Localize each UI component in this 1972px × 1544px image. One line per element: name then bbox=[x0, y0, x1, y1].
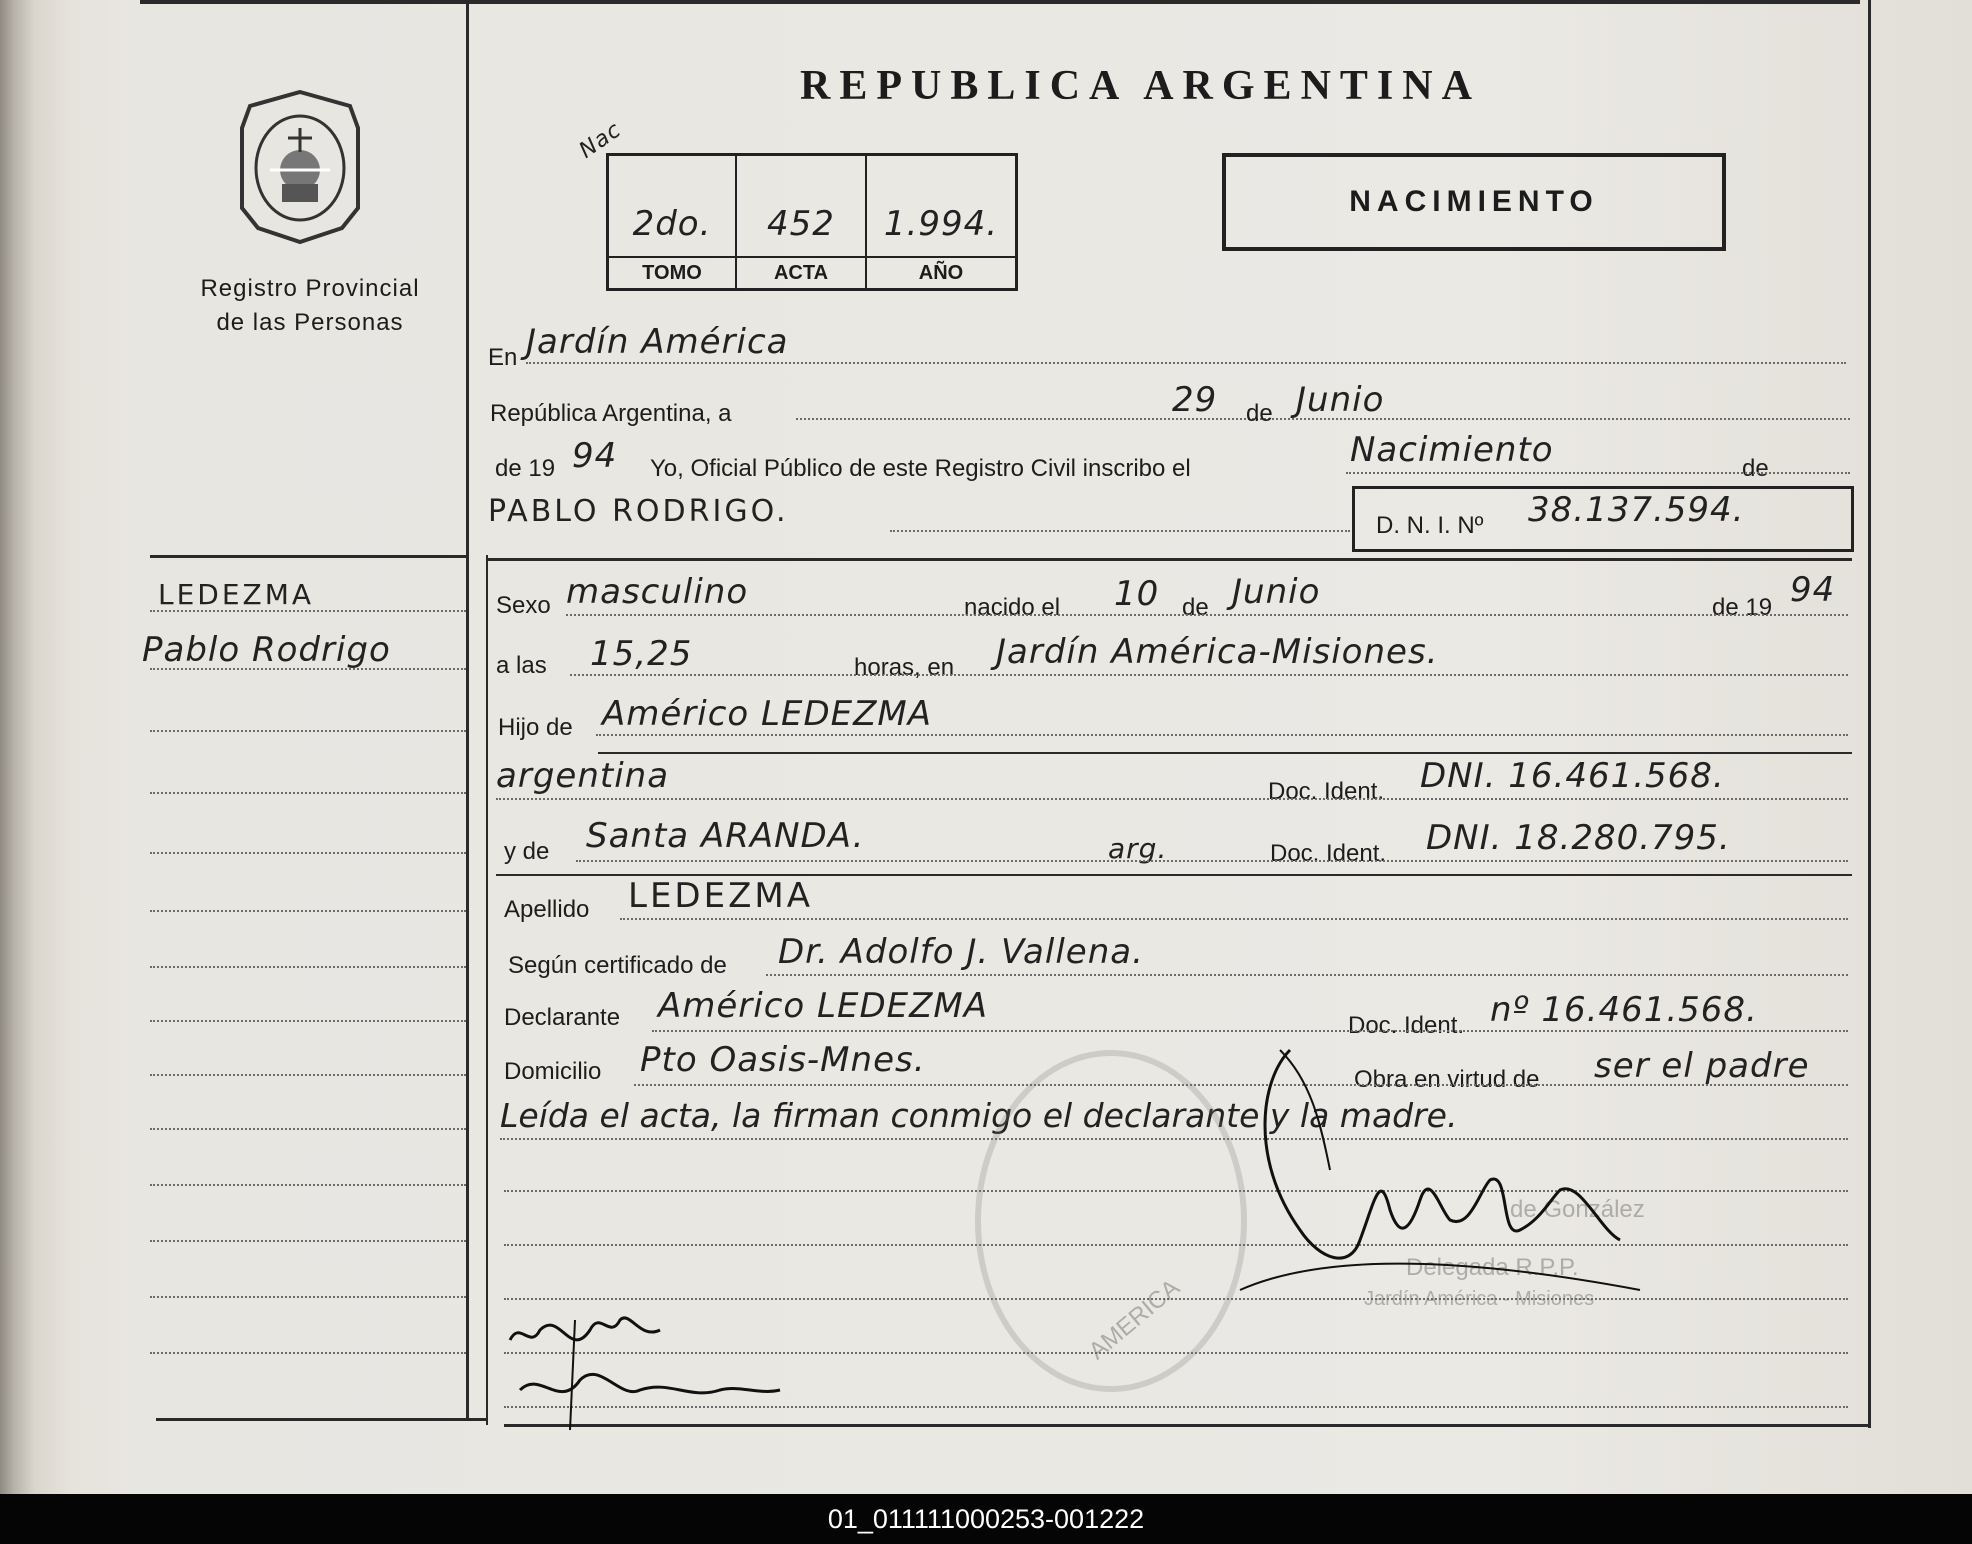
de-label-2: de bbox=[1742, 455, 1769, 482]
father-nationality: argentina bbox=[496, 756, 670, 796]
dni-label: D. N. I. Nº bbox=[1376, 512, 1484, 539]
page-title: REPUBLICA ARGENTINA bbox=[800, 63, 1481, 109]
y-de-line bbox=[576, 860, 1848, 862]
apellido-label: Apellido bbox=[504, 896, 590, 923]
domicilio-value: Pto Oasis-Mnes. bbox=[640, 1040, 926, 1080]
declarante-line bbox=[652, 1030, 1848, 1032]
stamp-place-line: Jardín América - Misiones bbox=[1364, 1288, 1595, 1310]
margin-line-3 bbox=[150, 730, 466, 732]
y-de-label: y de bbox=[504, 838, 550, 865]
birth-day: 10 bbox=[1114, 574, 1160, 614]
republica-label: República Argentina, a bbox=[490, 400, 732, 427]
sexo-line bbox=[566, 614, 1848, 616]
inscribo-value: Nacimiento bbox=[1350, 430, 1554, 470]
dni-value: 38.137.594. bbox=[1528, 490, 1745, 530]
right-border bbox=[1868, 0, 1871, 1428]
tomo-label: TOMO bbox=[609, 256, 735, 285]
section-rule-2 bbox=[488, 558, 1852, 561]
father-nat-line bbox=[496, 798, 1848, 800]
segun-line bbox=[766, 974, 1848, 976]
hora-value: 15,25 bbox=[590, 634, 693, 674]
registry-name bbox=[150, 272, 470, 340]
margin-note: Nac bbox=[574, 117, 627, 164]
acta-value: 452 bbox=[767, 204, 835, 244]
margin-line-6 bbox=[150, 910, 466, 912]
margin-line-14 bbox=[150, 1352, 466, 1354]
margin-line-1 bbox=[150, 610, 466, 612]
mother-doc-label: Doc. Ident. bbox=[1270, 840, 1387, 867]
hijo-line bbox=[596, 734, 1848, 736]
mother-doc-value: DNI. 18.280.795. bbox=[1426, 818, 1731, 858]
father-doc-value: DNI. 16.461.568. bbox=[1420, 756, 1725, 796]
registry-line-1: Registro Provincial bbox=[200, 275, 420, 302]
inner-divider bbox=[486, 555, 488, 1425]
en-label: En bbox=[488, 344, 518, 371]
birth-month: Junio bbox=[1232, 572, 1321, 612]
registrar-signature bbox=[1180, 1040, 1700, 1340]
registration-box bbox=[606, 153, 1018, 291]
obra-value: ser el padre bbox=[1594, 1046, 1810, 1086]
doc-type-box: NACIMIENTO bbox=[1222, 153, 1726, 251]
segun-value: Dr. Adolfo J. Vallena. bbox=[778, 932, 1144, 972]
margin-line-12 bbox=[150, 1240, 466, 1242]
en-line bbox=[526, 362, 1846, 364]
leida-value: Leída el acta, la firman conmigo el declarante y la madre. bbox=[500, 1096, 1458, 1135]
province-seal-icon bbox=[230, 88, 370, 246]
child-name-value: PABLO RODRIGO. bbox=[488, 494, 789, 529]
apellido-value: LEDEZMA bbox=[628, 876, 813, 916]
declarante-value: Américo LEDEZMA bbox=[658, 986, 988, 1026]
declarante-doc-value: nº 16.461.568. bbox=[1490, 990, 1758, 1030]
name-line bbox=[890, 530, 1350, 532]
anio-value: 1.994. bbox=[883, 204, 999, 244]
margin-line-5 bbox=[150, 852, 466, 854]
mother-nationality: arg. bbox=[1108, 832, 1168, 865]
margin-surname: LEDEZMA bbox=[158, 578, 315, 611]
file-id: 01_011111000253-001222 bbox=[827, 1503, 1145, 1534]
mother-value: Santa ARANDA. bbox=[586, 816, 865, 856]
sexo-value: masculino bbox=[566, 572, 749, 612]
en-value: Jardín América bbox=[526, 322, 789, 362]
margin-line-2 bbox=[150, 668, 466, 670]
hijo-label: Hijo de bbox=[498, 714, 573, 741]
left-column-divider bbox=[466, 0, 469, 1420]
margin-line-8 bbox=[150, 1020, 466, 1022]
birth-year: 94 bbox=[1790, 570, 1836, 610]
domicilio-label: Domicilio bbox=[504, 1058, 602, 1085]
nacido-label: nacido el bbox=[964, 594, 1061, 621]
oficial-text: Yo, Oficial Público de este Registro Civil inscribo el bbox=[650, 455, 1191, 482]
birth-year-prefix: de 19 bbox=[1712, 594, 1773, 621]
anio-cell bbox=[867, 156, 1015, 288]
hijo-rule bbox=[598, 752, 1852, 754]
a-las-label: a las bbox=[496, 652, 547, 679]
apellido-line bbox=[620, 918, 1848, 920]
margin-line-7 bbox=[150, 966, 466, 968]
de-label-1: de bbox=[1246, 400, 1273, 427]
stamp-ring-text: AMERICA bbox=[1083, 1274, 1185, 1366]
margin-line-13 bbox=[150, 1296, 466, 1298]
acta-label: ACTA bbox=[737, 256, 865, 285]
oficial-line bbox=[1346, 472, 1850, 474]
margin-line-4 bbox=[150, 792, 466, 794]
declarant-signature bbox=[500, 1300, 800, 1440]
margin-line-10 bbox=[150, 1128, 466, 1130]
registry-line-2: de las Personas bbox=[216, 309, 404, 336]
tomo-value: 2do. bbox=[632, 204, 712, 244]
acta-cell bbox=[737, 156, 867, 288]
margin-line-11 bbox=[150, 1184, 466, 1186]
father-value: Américo LEDEZMA bbox=[602, 694, 932, 734]
day-value: 29 bbox=[1172, 380, 1218, 420]
declarante-label: Declarante bbox=[504, 1004, 621, 1031]
section-rule-1 bbox=[150, 555, 466, 558]
year-value: 94 bbox=[572, 436, 618, 476]
anio-label: AÑO bbox=[867, 256, 1015, 285]
top-rule bbox=[140, 0, 1860, 4]
horas-en-label: horas, en bbox=[854, 654, 955, 681]
declarante-doc-label: Doc. Ident. bbox=[1348, 1012, 1465, 1039]
obra-label: Obra en virtud de bbox=[1354, 1066, 1540, 1093]
year-prefix: de 19 bbox=[495, 455, 556, 482]
sexo-label: Sexo bbox=[496, 592, 551, 619]
margin-given-names: Pablo Rodrigo bbox=[142, 630, 391, 670]
father-doc-label: Doc. Ident. bbox=[1268, 778, 1385, 805]
de-label-3: de bbox=[1182, 594, 1209, 621]
tomo-cell bbox=[609, 156, 737, 288]
alas-line bbox=[570, 674, 1848, 676]
month-value: Junio bbox=[1296, 380, 1385, 420]
margin-line-9 bbox=[150, 1074, 466, 1076]
file-id-bar bbox=[0, 1494, 1972, 1544]
segun-label: Según certificado de bbox=[508, 952, 727, 979]
stamp-title-line: Delegada R.P.P. bbox=[1406, 1254, 1579, 1281]
place-value: Jardín América-Misiones. bbox=[996, 632, 1439, 672]
margin-bottom-rule bbox=[156, 1418, 486, 1421]
stamp-name-line: de González bbox=[1510, 1196, 1645, 1223]
